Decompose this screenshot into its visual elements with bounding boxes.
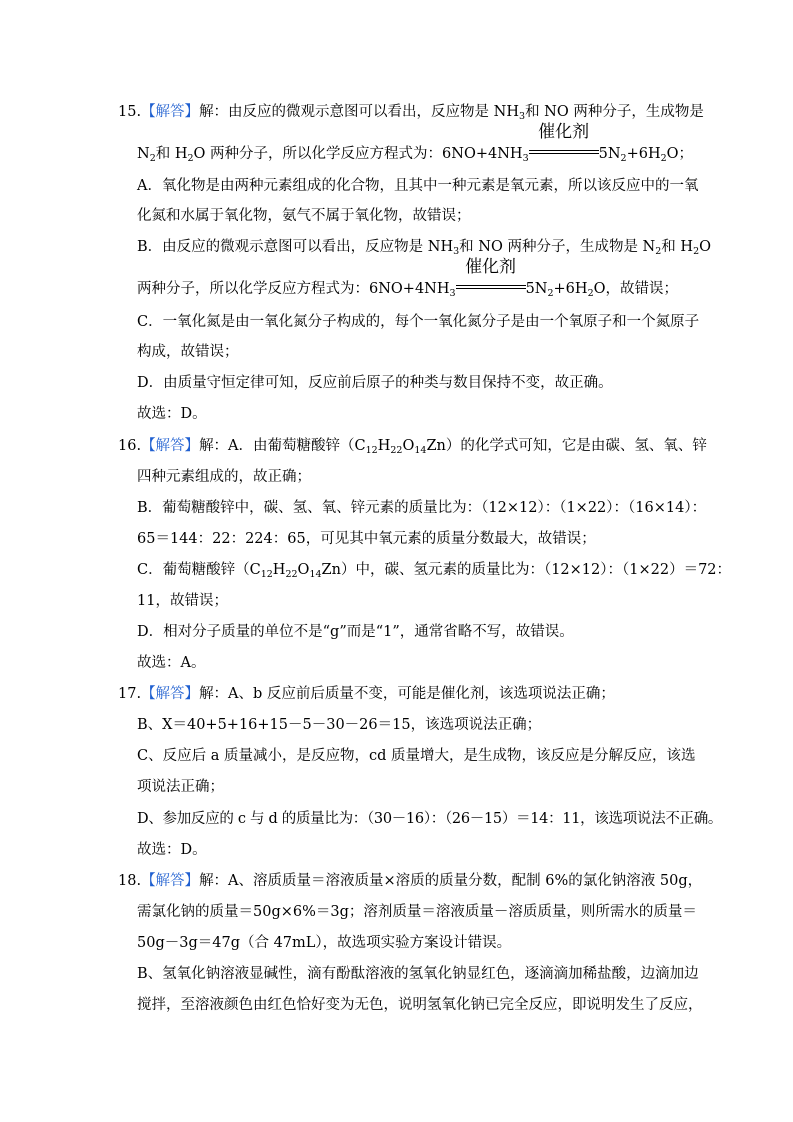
q18-line2: 需氯化钠的质量＝50g×6%＝3g；溶剂质量＝溶液质量－溶质质量，则所需水的质量＝	[137, 904, 697, 920]
q15-option-a-line2: 化氮和水属于氧化物，氨气不属于氧化物，故错误；	[137, 208, 471, 224]
q17-option-b-line1: B、X＝40+5+16+15－5－30－26＝15，该选项说法正确；	[137, 717, 542, 733]
q15-option-b-line1: B．由反应的微观示意图可以看出，反应物是 $NH_3$和 NO 两种分子，生成物是 $N_2$和 $H_2O$	[137, 239, 711, 257]
q15-option-c-line2: 构成，故错误；	[137, 344, 239, 360]
q16-line2: 四种元素组成的，故正确；	[137, 469, 311, 485]
question-number: 16.	[118, 438, 142, 454]
q16-option-d-line1: D．相对分子质量的单位不是“g”而是“1”，通常省略不写，故错误。	[137, 624, 574, 640]
answer-tag: 【解答】	[141, 873, 200, 889]
catalyst-label: 催化剂	[465, 257, 517, 277]
q15-line2: $N_2$和 $H_2O$ 两种分子，所以化学反应方程式为：$6NO+4NH_3$ 催化剂 $5N_2+6H_2O$；	[137, 122, 694, 164]
answer-tag: 【解答】	[141, 104, 200, 120]
q18-line3: 50g－3g＝47g（合 47mL），故选项实验方案设计错误。	[137, 935, 512, 951]
q16-option-c-line1: C．葡萄糖酸锌$(C_{12}H_{22}O_{14}Zn)$中，碳、氢元素的质量比为：（12×12）：（1×22）＝72：	[137, 562, 732, 580]
q15-option-b-line2: 两种分子，所以化学反应方程式为：$6NO+4NH_3$ 催化剂 $5N_2+6H_2O$，故错误；	[137, 257, 678, 299]
q17-option-c-line2: 项说法正确；	[137, 779, 224, 795]
catalyst-equals-sign	[529, 122, 599, 158]
q16-option-c-line2: 11，故错误；	[137, 593, 228, 609]
q16-option-b-line1: B．葡萄糖酸锌中，碳、氢、氧、锌元素的质量比为：（12×12）：（1×22）：（16×14）：	[137, 500, 707, 516]
q17-option-d-line1: D、参加反应的 c 与 d 的质量比为：（30－16）：（26－15）＝14：11，该选项说法不正确。	[137, 811, 723, 827]
q15-answer: 故选：D。	[137, 406, 207, 422]
q18-line1: 18.【解答】解：A、溶质质量＝溶液质量×溶质的质量分数，配制 6%的氯化钠溶液 50g，	[118, 873, 703, 889]
question-number: 15.	[118, 104, 142, 120]
q15-option-a-line1: A．氧化物是由两种元素组成的化合物，且其中一种元素是氧元素，所以该反应中的一氧	[137, 178, 699, 194]
catalyst-label: 催化剂	[538, 122, 590, 142]
q17-line1: 17.【解答】解：A、b 反应前后质量不变，可能是催化剂，该选项说法正确；	[118, 686, 615, 702]
q15-line1: 15.【解答】解：由反应的微观示意图可以看出，反应物是 $NH_3$和 NO 两种分子，生成物是	[118, 104, 704, 122]
q15-option-d-line1: D．由质量守恒定律可知，反应前后原子的种类与数目保持不变，故正确。	[137, 375, 613, 391]
answer-tag: 【解答】	[141, 438, 200, 454]
q17-answer: 故选：D。	[137, 842, 207, 858]
answer-tag: 【解答】	[141, 686, 200, 702]
q16-line1: 16.【解答】解：A．由葡萄糖酸锌$(C_{12}H_{22}O_{14}Zn)$的化学式可知，它是由碳、氢、氧、锌	[118, 438, 707, 456]
q18-option-b-line2: 搅拌，至溶液颜色由红色恰好变为无色，说明氢氧化钠已完全反应，即说明发生了反应，	[137, 997, 703, 1013]
catalyst-equals-sign	[456, 257, 526, 293]
q17-option-c-line1: C、反应后 a 质量减小，是反应物，cd 质量增大，是生成物，该反应是分解反应，该选	[137, 748, 696, 764]
q16-option-b-line2: 65＝144：22：224：65，可见其中氧元素的质量分数最大，故错误；	[137, 531, 596, 547]
q18-option-b-line1: B、氢氧化钠溶液显碱性，滴有酚酞溶液的氢氧化钠显红色，逐滴滴加稀盐酸，边滴加边	[137, 966, 699, 982]
question-number: 17.	[118, 686, 142, 702]
question-number: 18.	[118, 873, 142, 889]
q15-option-c-line1: C．一氧化氮是由一氧化氮分子构成的，每个一氧化氮分子是由一个氧原子和一个氮原子	[137, 314, 700, 330]
q16-answer: 故选：A。	[137, 655, 206, 671]
